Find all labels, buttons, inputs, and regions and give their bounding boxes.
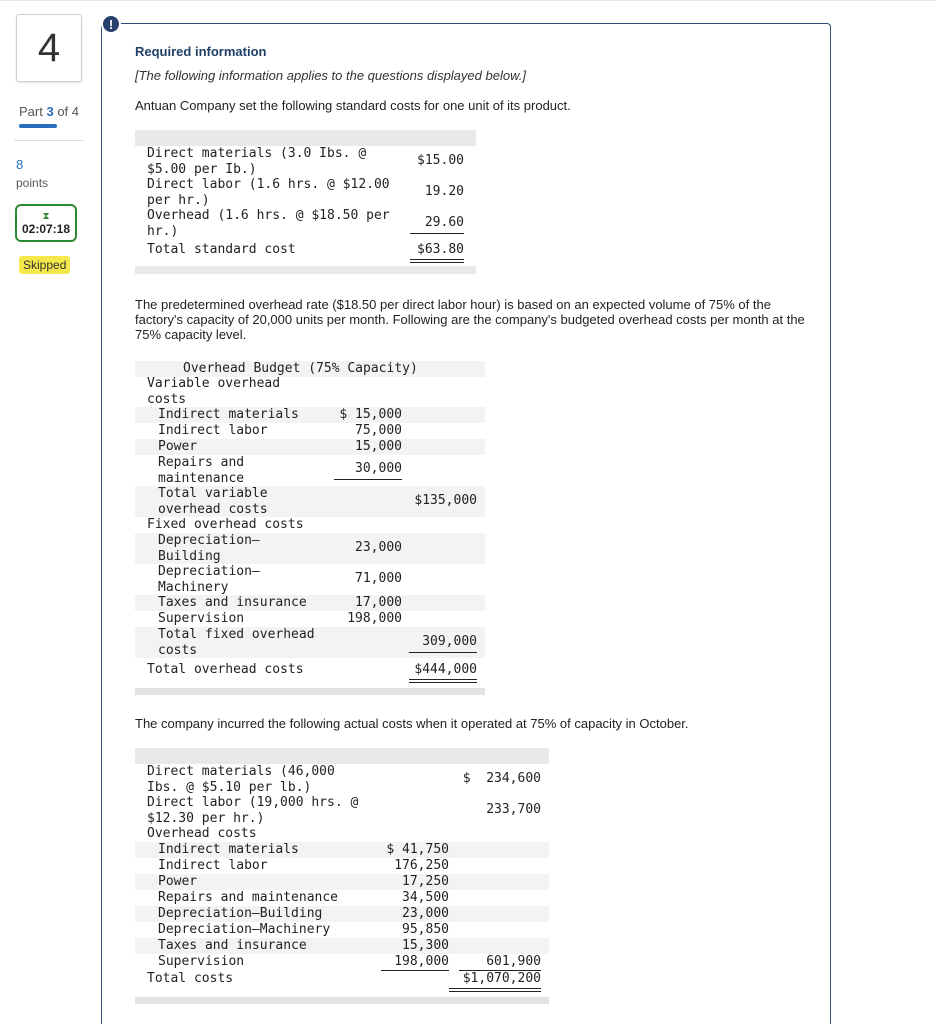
budget-amount: $ 15,000 (339, 407, 402, 422)
table-row (135, 517, 485, 533)
actual-label: Indirect materials (158, 842, 299, 857)
budget-amount: 17,000 (355, 595, 402, 610)
grand-total-amount: $444,000 (409, 662, 477, 683)
table-row (135, 842, 549, 858)
budget-label: Indirect materials (158, 407, 299, 422)
section-heading: Variable overhead costs (147, 376, 281, 407)
overhead-total: 601,900 (459, 954, 541, 971)
table-row (135, 874, 549, 890)
total-label: Total overhead costs (147, 662, 304, 677)
cost-amount: 29.60 (410, 215, 464, 234)
alert-icon: ! (101, 14, 121, 34)
standard-cost-table (135, 146, 476, 266)
table-row (135, 564, 485, 595)
cost-amount: $15.00 (417, 153, 464, 168)
actual-label: Direct labor (19,000 hrs. @ $12.30 per hr.) (147, 795, 359, 826)
table-row (135, 611, 485, 627)
table-row (135, 938, 549, 954)
budget-amount: 15,000 (355, 439, 402, 454)
table-row (135, 455, 485, 486)
budget-label: Depreciation— Building (158, 533, 260, 564)
table-row (135, 826, 549, 842)
top-border (0, 0, 936, 1)
part-progress-bar (19, 124, 57, 128)
actual-label: Depreciation—Machinery (158, 922, 331, 937)
table-header-bar (135, 748, 549, 764)
timer[interactable] (15, 204, 77, 242)
total-label: Total costs (147, 971, 234, 986)
table-row (135, 423, 485, 439)
actual-label: Indirect labor (158, 858, 268, 873)
section-heading: Fixed overhead costs (147, 517, 304, 532)
actual-label: Depreciation—Building (158, 906, 323, 921)
table-row (135, 486, 485, 517)
table-row (135, 660, 485, 682)
table-row (135, 533, 485, 564)
table-row (135, 954, 549, 970)
cost-label: Direct labor (1.6 hrs. @ $12.00 per hr.) (147, 177, 390, 208)
table-row (135, 595, 485, 611)
timer-value: 02:07:18 (21, 221, 71, 236)
table-row (135, 407, 485, 423)
points-label: points (16, 176, 49, 190)
actual-label: Direct materials (46,000 Ibs. @ $5.10 per lb.) (147, 764, 335, 795)
actual-label: Taxes and insurance (158, 938, 307, 953)
budget-label: Repairs and maintenance (158, 455, 245, 486)
actual-label: Supervision (158, 954, 245, 969)
table-row (135, 240, 476, 262)
budget-amount: 23,000 (355, 540, 402, 555)
actual-costs-table (135, 764, 549, 1004)
required-heading: Required information (135, 44, 267, 59)
table-row (135, 177, 476, 208)
cost-amount: 19.20 (424, 184, 464, 199)
intro-text: Antuan Company set the following standard costs for one unit of its product. (135, 98, 571, 113)
overhead-paragraph: The predetermined overhead rate ($18.50 per direct labor hour) is based on an expected volume of 75% of the factory's capacity of 20,000 units per month. Following are the company's budgeted overhead costs per month at the 75% capacity level. (135, 297, 805, 342)
actual-amount: 95,850 (402, 922, 449, 937)
actual-amount: 15,300 (402, 938, 449, 953)
question-number-card[interactable] (16, 14, 82, 82)
points-value: 8 (16, 157, 24, 172)
budget-label: Depreciation— Machinery (158, 564, 260, 595)
table-row (135, 890, 549, 906)
budget-label: Indirect labor (158, 423, 268, 438)
question-number: 4 (37, 25, 61, 70)
table-footer-bar (135, 266, 476, 274)
part-indicator: Part 3 of 4 (19, 104, 80, 119)
applies-note: [The following information applies to the questions displayed below.] (135, 68, 526, 83)
table-header-bar (135, 130, 476, 146)
budget-amount: 198,000 (334, 611, 402, 628)
section-heading: Overhead costs (147, 826, 257, 841)
cost-label: Direct materials (3.0 Ibs. @ $5.00 per Ib.) (147, 146, 367, 177)
table-row (135, 376, 485, 407)
divider (14, 140, 84, 141)
total-label: Total fixed overhead costs (158, 627, 315, 658)
actual-amount: 198,000 (381, 954, 449, 971)
actual-amount: $ 41,750 (386, 842, 449, 857)
budget-label: Taxes and insurance (158, 595, 307, 610)
status-badge: Skipped (19, 256, 70, 274)
table-row (135, 146, 476, 177)
budget-amount: 75,000 (355, 423, 402, 438)
table-row (135, 439, 485, 455)
table-row (135, 764, 549, 795)
actual-label: Power (158, 874, 198, 889)
cost-label: Total standard cost (147, 242, 296, 257)
table-row (135, 858, 549, 874)
actual-amount: 233,700 (486, 802, 541, 817)
budget-amount: 30,000 (334, 461, 402, 480)
table-title-row (135, 361, 485, 377)
budget-label: Power (158, 439, 198, 454)
actual-label: Repairs and maintenance (158, 890, 339, 905)
budget-title: Overhead Budget (75% Capacity) (183, 361, 418, 376)
table-footer-bar (135, 997, 549, 1004)
actual-amount: 17,250 (402, 874, 449, 889)
cost-label: Overhead (1.6 hrs. @ $18.50 per hr.) (147, 208, 390, 239)
table-row (135, 971, 549, 991)
table-row (135, 906, 549, 922)
table-row (135, 795, 549, 826)
hourglass-icon: ⧗ (42, 210, 50, 222)
cost-total: $63.80 (410, 242, 464, 263)
table-footer-bar (135, 688, 485, 695)
table-row (135, 627, 485, 658)
budget-amount: 71,000 (355, 571, 402, 586)
actual-intro: The company incurred the following actual costs when it operated at 75% of capacity in October. (135, 716, 689, 731)
total-amount: 309,000 (409, 634, 477, 653)
table-row (135, 922, 549, 938)
total-amount: $135,000 (414, 493, 477, 508)
actual-amount: 23,000 (402, 906, 449, 921)
budget-label: Supervision (158, 611, 245, 626)
table-row (135, 208, 476, 239)
grand-total-amount: $1,070,200 (449, 971, 541, 992)
actual-amount: 176,250 (394, 858, 449, 873)
actual-amount: 34,500 (402, 890, 449, 905)
total-label: Total variable overhead costs (158, 486, 268, 517)
actual-amount: $ 234,600 (462, 771, 541, 786)
overhead-budget-table (135, 361, 485, 695)
